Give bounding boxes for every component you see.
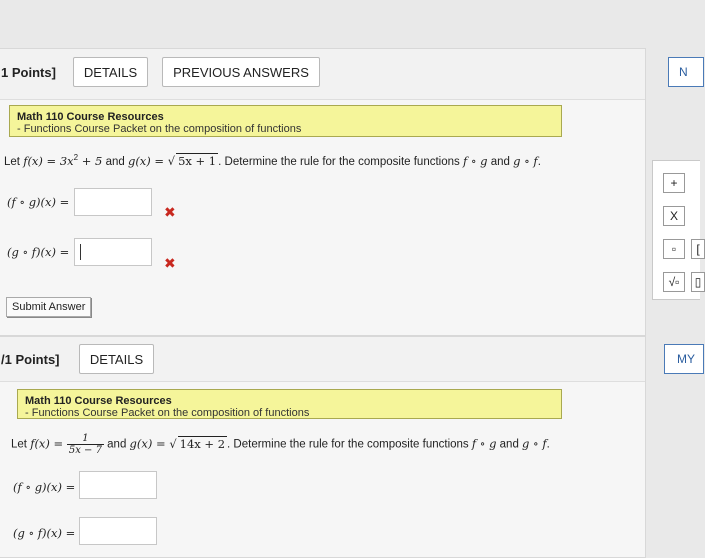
question-card-1 [0, 48, 646, 336]
fraction-icon[interactable]: ▫ [663, 239, 685, 259]
points-label: 1 Points] [1, 65, 56, 80]
fraction-alt-icon[interactable]: [ [691, 239, 705, 259]
plus-icon[interactable]: + [663, 173, 685, 193]
question-card-2 [0, 336, 646, 558]
resources-title: Math 110 Course Resources [25, 395, 172, 407]
fog-answer-input[interactable] [79, 471, 157, 499]
gof-label: (g ∘ f)(x) = [7, 245, 70, 259]
fog-label: (f ∘ g)(x) = [13, 480, 76, 494]
incorrect-icon: ✖ [164, 204, 176, 220]
times-icon[interactable]: X [663, 206, 685, 226]
details-button[interactable]: DETAILS [79, 344, 154, 374]
course-resources-box [17, 389, 562, 419]
resources-link[interactable]: - Functions Course Packet on the composition of functions [25, 407, 310, 419]
side-button-2[interactable]: MY [664, 344, 704, 374]
sqrt-icon[interactable]: √▫ [663, 272, 685, 292]
gof-answer-input[interactable] [79, 517, 157, 545]
sqrt-alt-icon[interactable]: ▯ [691, 272, 705, 292]
side-button-1[interactable]: N [668, 57, 704, 87]
fog-label: (f ∘ g)(x) = [7, 195, 70, 209]
incorrect-icon: ✖ [164, 255, 176, 271]
resources-link[interactable]: - Functions Course Packet on the composition of functions [17, 123, 302, 135]
course-resources-box [9, 105, 562, 137]
gof-answer-input[interactable] [74, 238, 152, 266]
previous-answers-button[interactable]: PREVIOUS ANSWERS [162, 57, 320, 87]
resources-title: Math 110 Course Resources [17, 111, 164, 123]
math-palette [652, 160, 700, 300]
question-prompt: Let $f(x) = 3x^2 + 5$ and g(x) = √ 5x + 1 . Determine the rule for the composite functions f ∘ g and g ∘ f. [4, 153, 541, 168]
details-button[interactable]: DETAILS [73, 57, 148, 87]
points-label: /1 Points] [1, 352, 60, 367]
text-cursor [80, 244, 81, 260]
fog-answer-input[interactable] [74, 188, 152, 216]
submit-answer-button[interactable]: Submit Answer [6, 297, 91, 317]
fraction: $\frac{1}{5x - 7}$ [68, 433, 102, 456]
gof-label: (g ∘ f)(x) = [13, 526, 76, 540]
question-prompt: Let f(x) = $\frac{1}{5x - 7}$ and g(x) = √ 14x + 2 . Determine the rule for the composite functions f ∘ g and g ∘ f. [11, 433, 550, 456]
